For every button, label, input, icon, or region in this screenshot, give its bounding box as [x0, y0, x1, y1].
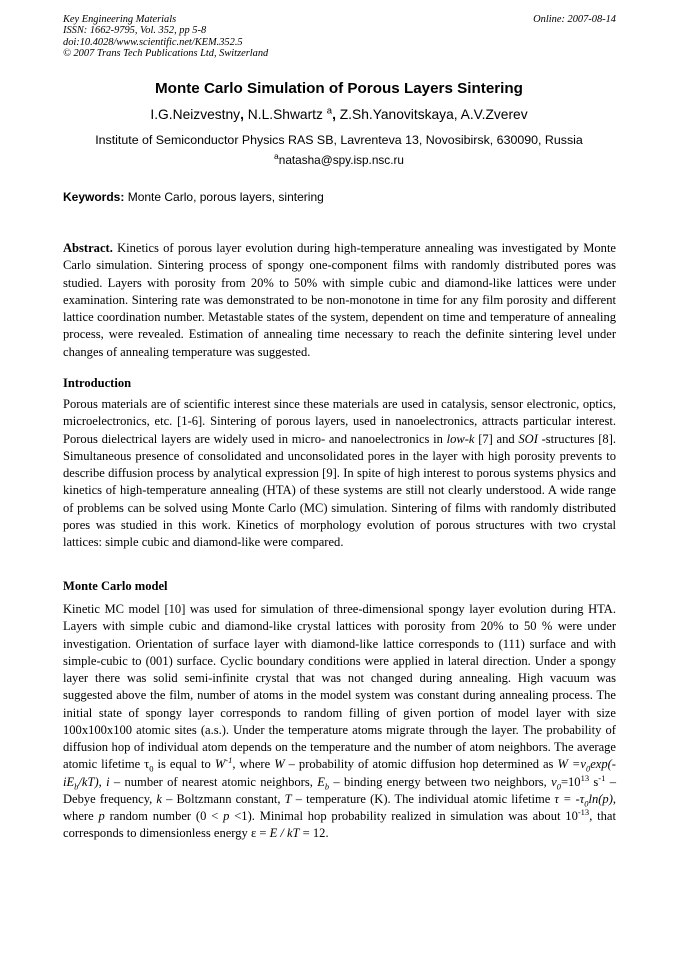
affiliation: Institute of Semiconductor Physics RAS SB, Lavrenteva 13, Novosibirsk, 630090, Russia [95, 133, 583, 147]
journal-name: Key Engineering Materials [63, 14, 177, 25]
online-date: Online: 2007-08-14 [533, 14, 616, 25]
paper-title: Monte Carlo Simulation of Porous Layers Sintering [155, 80, 523, 97]
author-2: N.L.Shwartz [247, 107, 323, 122]
abstract-text: Kinetics of porous layer evolution during high-temperature annealing was investigated by Monte Carlo simulation. Sintering process of spongy one-component films with randomly distributed pores was studied. Layers with porosity from 20% to 50% with simple cubic and diamond-like lattices were under examination. Sintering rate was demonstrated to be non-monotone in time for any film porosity and different lattice coordination number. Metastable states of the system, dependent on time and temperature of annealing process, were revealed. Estimation of annealing time necessary to reach the definite sintering level under changes of annealing temperature was suggested. [63, 241, 616, 359]
journal-header [63, 14, 616, 60]
introduction-heading: Introduction [63, 376, 132, 390]
author-1: I.G.Neizvestny [150, 107, 241, 122]
abstract-label: Abstract. [63, 241, 113, 255]
abstract [63, 240, 616, 361]
introduction-text: Porous materials are of scientific interest since these materials are used in catalysis, sensor electronic, optics, microelectronics, etc. [1-6]. Sintering of porous layers, used in nanoelectronics, attracts particular interest. Porous dielectrical layers are widely used in micro- and nanoelectronics in low-k [7] and SOI -structures [8]. Simultaneous presence of consolidated and unconsolidated pores in the layer with high porosity prevents to describe diffusion process by analytical expression [9]. In spite of high interest to porous systems physics and kinetics of high-temperature annealing (HTA) of these systems are still not clearly understood. A wide range of problems can be solved using Monte Carlo (MC) simulation. Sintering of films with randomly distributed pores was studied in this work. Kinetics of morphology evolution of porous structures with two crystal lattices: simple cubic and diamond-like were compared. [63, 397, 617, 549]
email-line [0, 152, 678, 168]
keywords-text: Monte Carlo, porous layers, sintering [127, 190, 324, 204]
keywords-label: Keywords: [63, 190, 125, 204]
mc-model-text: Kinetic MC model [10] was used for simulation of three-dimensional spongy layer evolution during HTA. Layers with simple cubic and diamond-like crystal lattices with porosity from 20% to 50 % were under investigation. Orientation of surface layer with diamond-like lattice corresponds to (111) surface and with simple-cubic to (001) surface. Cyclic boundary conditions were applied in lateral direction. Under a spongy layer there was solid semi-infinite crystal that was not changed during annealing. High vacuum was suggested above the film, number of atoms in the model system was constant during annealing process. The initial state of spongy layer corresponds to random filling of given portion of model layer with size 100x100x100 atomic sites (a.s.). Under the temperature atoms migrate through the layer. The probability of diffusion hop of individual atom depends on the temperature and the number of atom neighbors. The average atomic lifetime $\tau_0$ is equal to $W^{-1}$, where W – probability of atomic diffusion hop determined as $W =\nu_0\exp(-iE_b/kT)$, i – number of nearest atomic neighbors, $E_b$ – binding energy between two neighbors, $\nu_0=10^{13}$ $s^{-1}$ – Debye frequency, k – Boltzmann constant, T – temperature (K). The individual atomic lifetime $\tau = -\tau_0\ln(p)$, where p random number (0 < p <1). Minimal hop probability realized in simulation was about $10^{-13}$, that corresponds to dimensionless energy ε = E / kT = 12. [63, 602, 617, 841]
copyright-line: © 2007 Trans Tech Publications Ltd, Switzerland [63, 48, 269, 60]
keywords [63, 189, 616, 205]
issn-line: ISSN: 1662-9795, Vol. 352, pp 5-8 [63, 25, 207, 37]
mc-model-heading: Monte Carlo model [63, 579, 168, 593]
author-list: I.G.Neizvestny, N.L.Shwartz $^a$, Z.Sh.Yanovitskaya, A.V.Zverev [150, 105, 528, 122]
doi-line: doi:10.4028/www.scientific.net/KEM.352.5 [63, 36, 243, 48]
author-2-affil-mark: a [326, 105, 333, 117]
email-address: natasha@spy.isp.nsc.ru [278, 153, 404, 167]
email-mark: a [274, 151, 279, 162]
author-3-4: Z.Sh.Yanovitskaya, A.V.Zverev [339, 107, 528, 122]
